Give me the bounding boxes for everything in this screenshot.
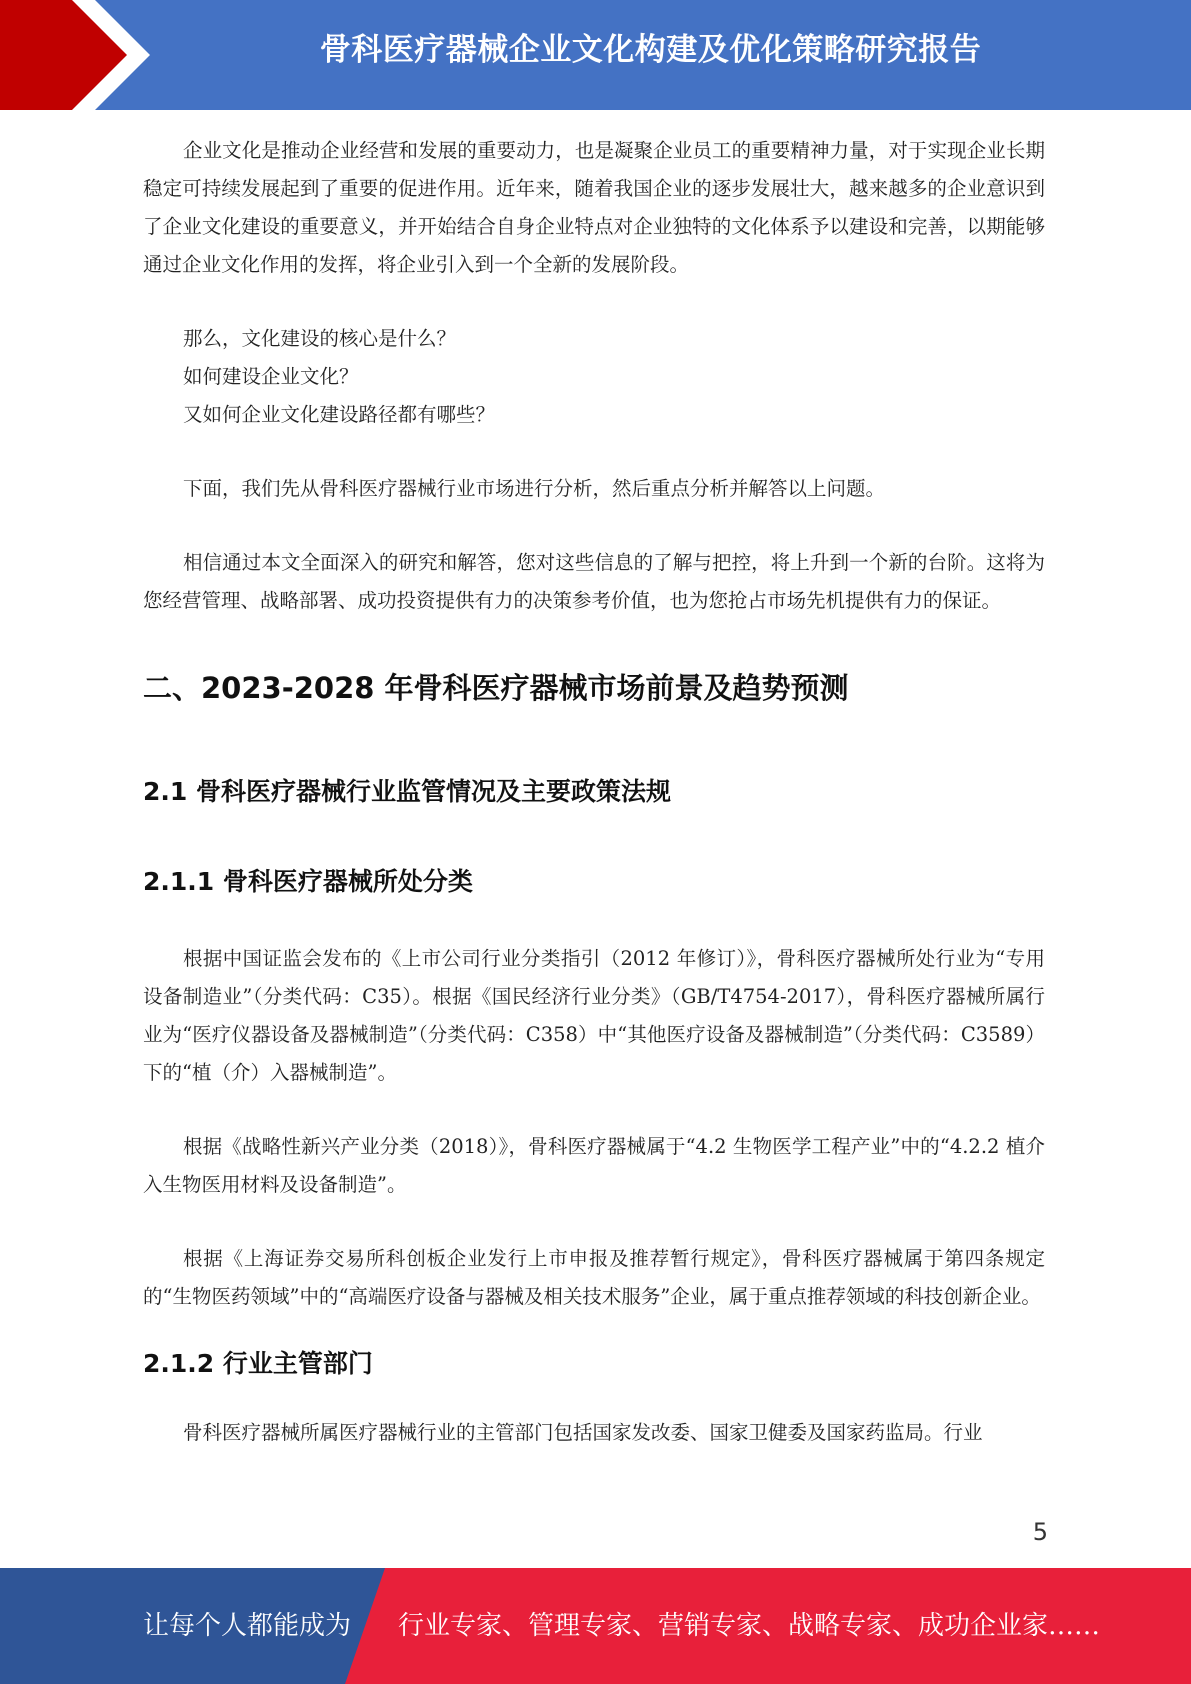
page-footer [0,1568,1191,1684]
section-2-1-1-heading: 2.1.1 骨科医疗器械所处分类 [143,867,473,896]
page-header [0,0,1191,110]
footer-slogan-left: 让每个人都能成为 [143,1611,352,1641]
header-title: 骨科医疗器械企业文化构建及优化策略研究报告 [319,32,982,68]
section-2-1-1-paragraph-2: 根据《战略性新兴产业分类（2018）》，骨科医疗器械属于“4.2 生物医学工程产业”中的“4.2.2 植介入生物医用材料及设备制造”。 [143,1135,1045,1196]
intro-paragraph-2: 下面，我们先从骨科医疗器械行业市场进行分析，然后重点分析并解答以上问题。 [183,477,886,500]
intro-paragraph-1: 企业文化是推动企业经营和发展的重要动力，也是凝聚企业员工的重要精神力量，对于实现企业长期稳定可持续发展起到了重要的促进作用。近年来，随着我国企业的逐步发展壮大，越来越多的企业意识到了企业文化建设的重要意义，并开始结合自身企业特点对企业独特的文化体系予以建设和完善，以期能够通过企业文化作用的发挥，将企业引入到一个全新的发展阶段。 [143,139,1045,276]
section-2-1-1-paragraph-3: 根据《上海证券交易所科创板企业发行上市申报及推荐暂行规定》，骨科医疗器械属于第四条规定的“生物医药领域”中的“高端医疗设备与器械及相关技术服务”企业，属于重点推荐领域的科技创新企业。 [143,1247,1045,1308]
intro-question-1: 那么，文化建设的核心是什么？ [183,327,457,350]
footer-slogan-right: 行业专家、管理专家、营销专家、战略专家、成功企业家…… [398,1611,1101,1641]
section-2-1-2-paragraph-1: 骨科医疗器械所属医疗器械行业的主管部门包括国家发改委、国家卫健委及国家药监局。行业 [183,1421,983,1444]
page-number: 5 [1032,1518,1048,1546]
intro-question-2: 如何建设企业文化？ [183,365,359,388]
section-2-1-2-heading: 2.1.2 行业主管部门 [143,1349,373,1378]
section-2-1-1-paragraph-1: 根据中国证监会发布的《上市公司行业分类指引（2012 年修订）》，骨科医疗器械所处行业为“专用设备制造业”（分类代码：C35）。根据《国民经济行业分类》（GB/T4754-2017），骨科医疗器械所属行业为“医疗仪器设备及器械制造”（分类代码：C358）中“其他医疗设备及器械制造”（分类代码：C3589）下的“植（介）入器械制造”。 [143,947,1045,1084]
document-body [143,132,1045,1452]
intro-paragraph-3: 相信通过本文全面深入的研究和解答，您对这些信息的了解与把控，将上升到一个新的台阶。这将为您经营管理、战略部署、成功投资提供有力的决策参考价值，也为您抢占市场先机提供有力的保证。 [143,551,1045,612]
intro-question-3: 又如何企业文化建设路径都有哪些？ [183,403,496,426]
section-2-heading: 二、2023-2028 年骨科医疗器械市场前景及趋势预测 [143,671,849,705]
section-2-1-heading: 2.1 骨科医疗器械行业监管情况及主要政策法规 [143,777,671,806]
